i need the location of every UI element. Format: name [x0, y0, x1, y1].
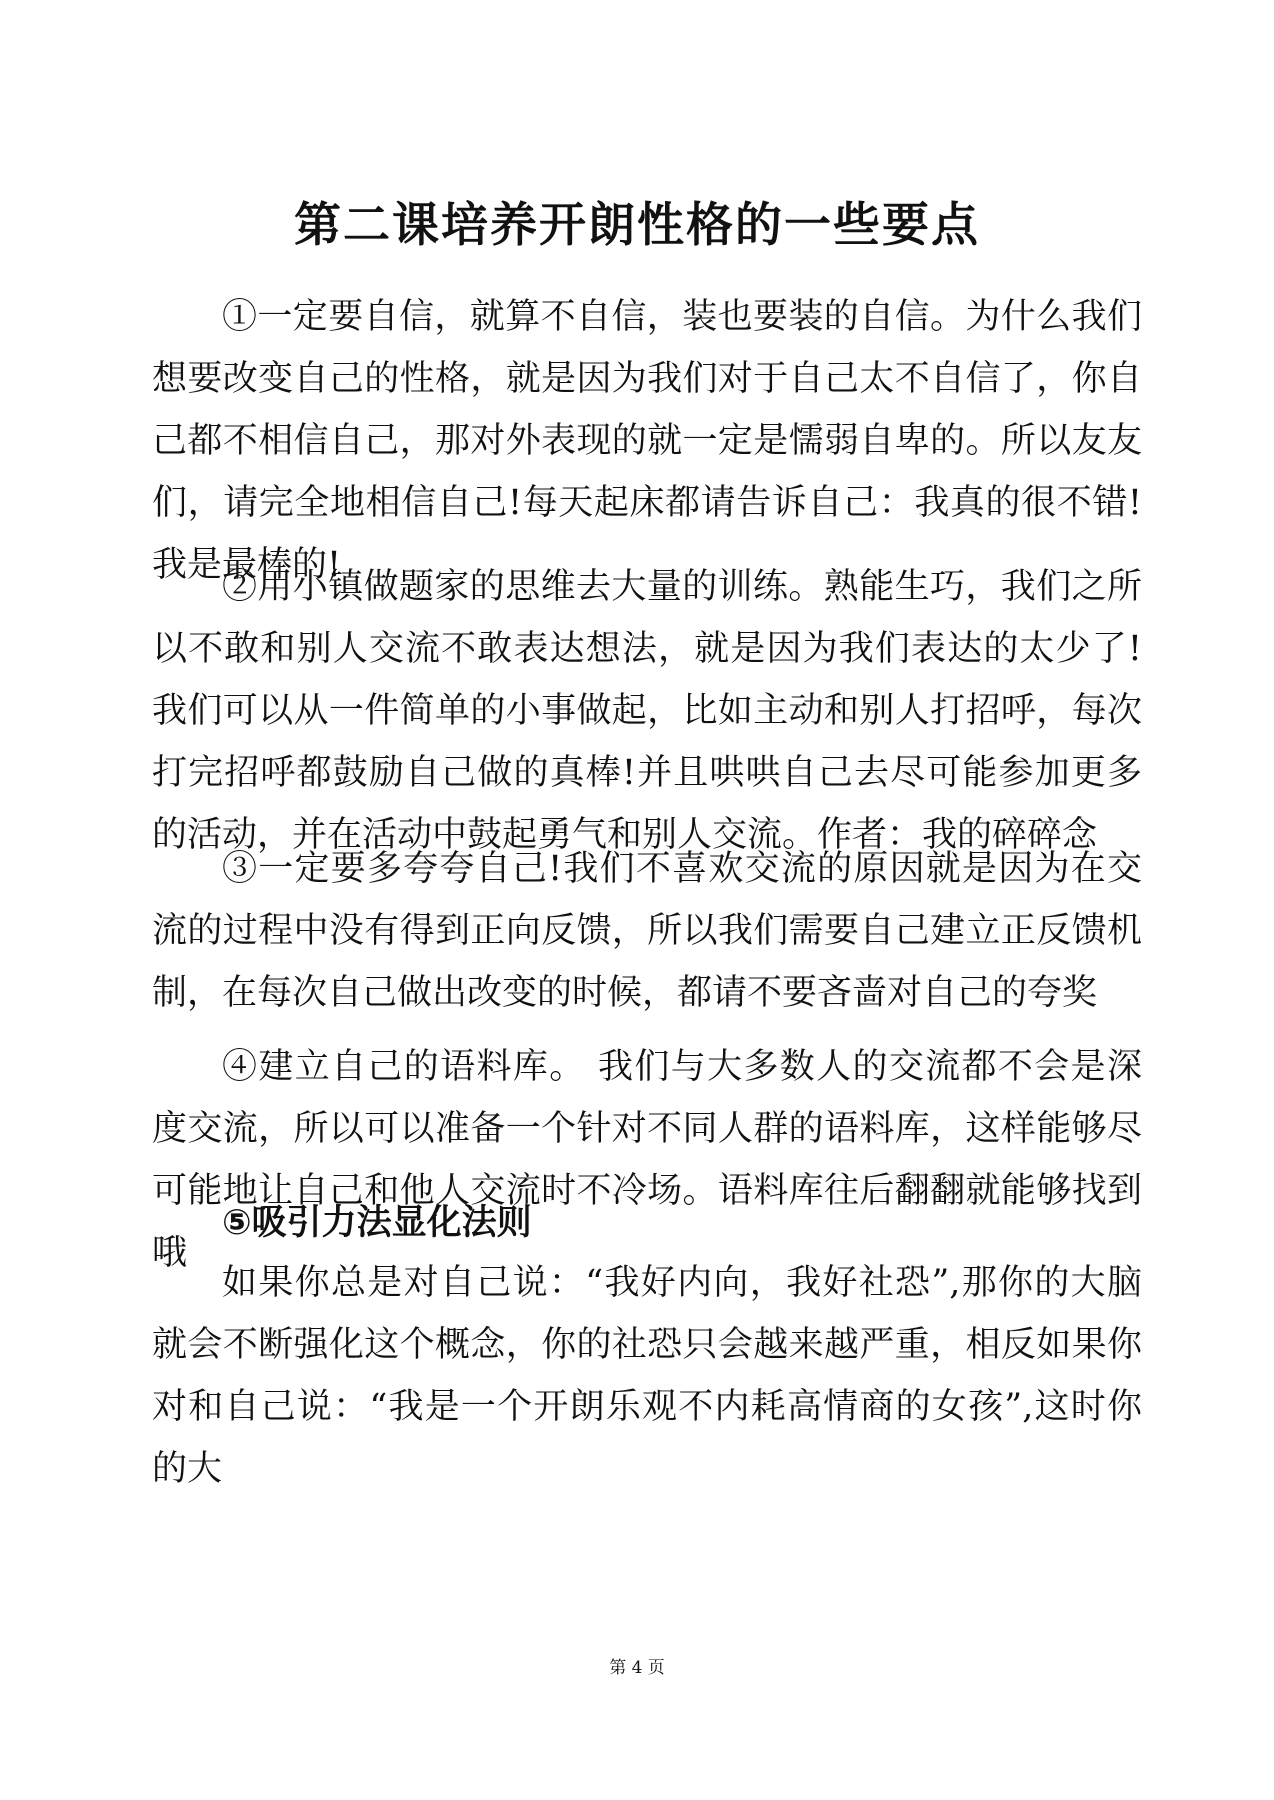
paragraph-5: 如果你总是对自己说：“我好内向，我好社恐”,那你的大脑就会不断强化这个概念，你的社恐只会越来越严重，相反如果你对和自己说：“我是一个开朗乐观不内耗高情商的女孩”,这时你的大 [152, 1263, 1142, 1489]
paragraph-4: ④建立自己的语料库。 我们与大多数人的交流都不会是深度交流，所以可以准备一个针对不同人群的语料库，这样能够尽可能地让自己和他人交流时不冷场。语料库往后翻翻就能够找到哦 [152, 1047, 1142, 1273]
paragraph-3: ③一定要多夸夸自己!我们不喜欢交流的原因就是因为在交流的过程中没有得到正向反馈，所以我们需要自己建立正反馈机制，在每次自己做出改变的时候，都请不要吝啬对自己的夸奖 [152, 849, 1142, 1013]
paragraph-2: ②用小镇做题家的思维去大量的训练。熟能生巧，我们之所以不敢和别人交流不敢表达想法，就是因为我们表达的太少了!我们可以从一件简单的小事做起，比如主动和别人打招呼，每次打完招呼都鼓励自己做的真棒!并且哄哄自己去尽可能参加更多的活动，并在活动中鼓起勇气和别人交流。作者：我的碎碎念 [152, 567, 1142, 855]
paragraph-1: ①一定要自信，就算不自信，装也要装的自信。为什么我们想要改变自己的性格，就是因为我们对于自己太不自信了，你自己都不相信自己，那对外表现的就一定是懦弱自卑的。所以友友们，请完全地相信自己!每天起床都请告诉自己：我真的很不错!我是最棒的! [152, 297, 1142, 585]
section-heading-5: ⑤吸引力法显化法则 [222, 1203, 532, 1243]
page-title: 第二课培养开朗性格的一些要点 [294, 198, 980, 253]
page-number: 第 4 页 [609, 1658, 665, 1678]
